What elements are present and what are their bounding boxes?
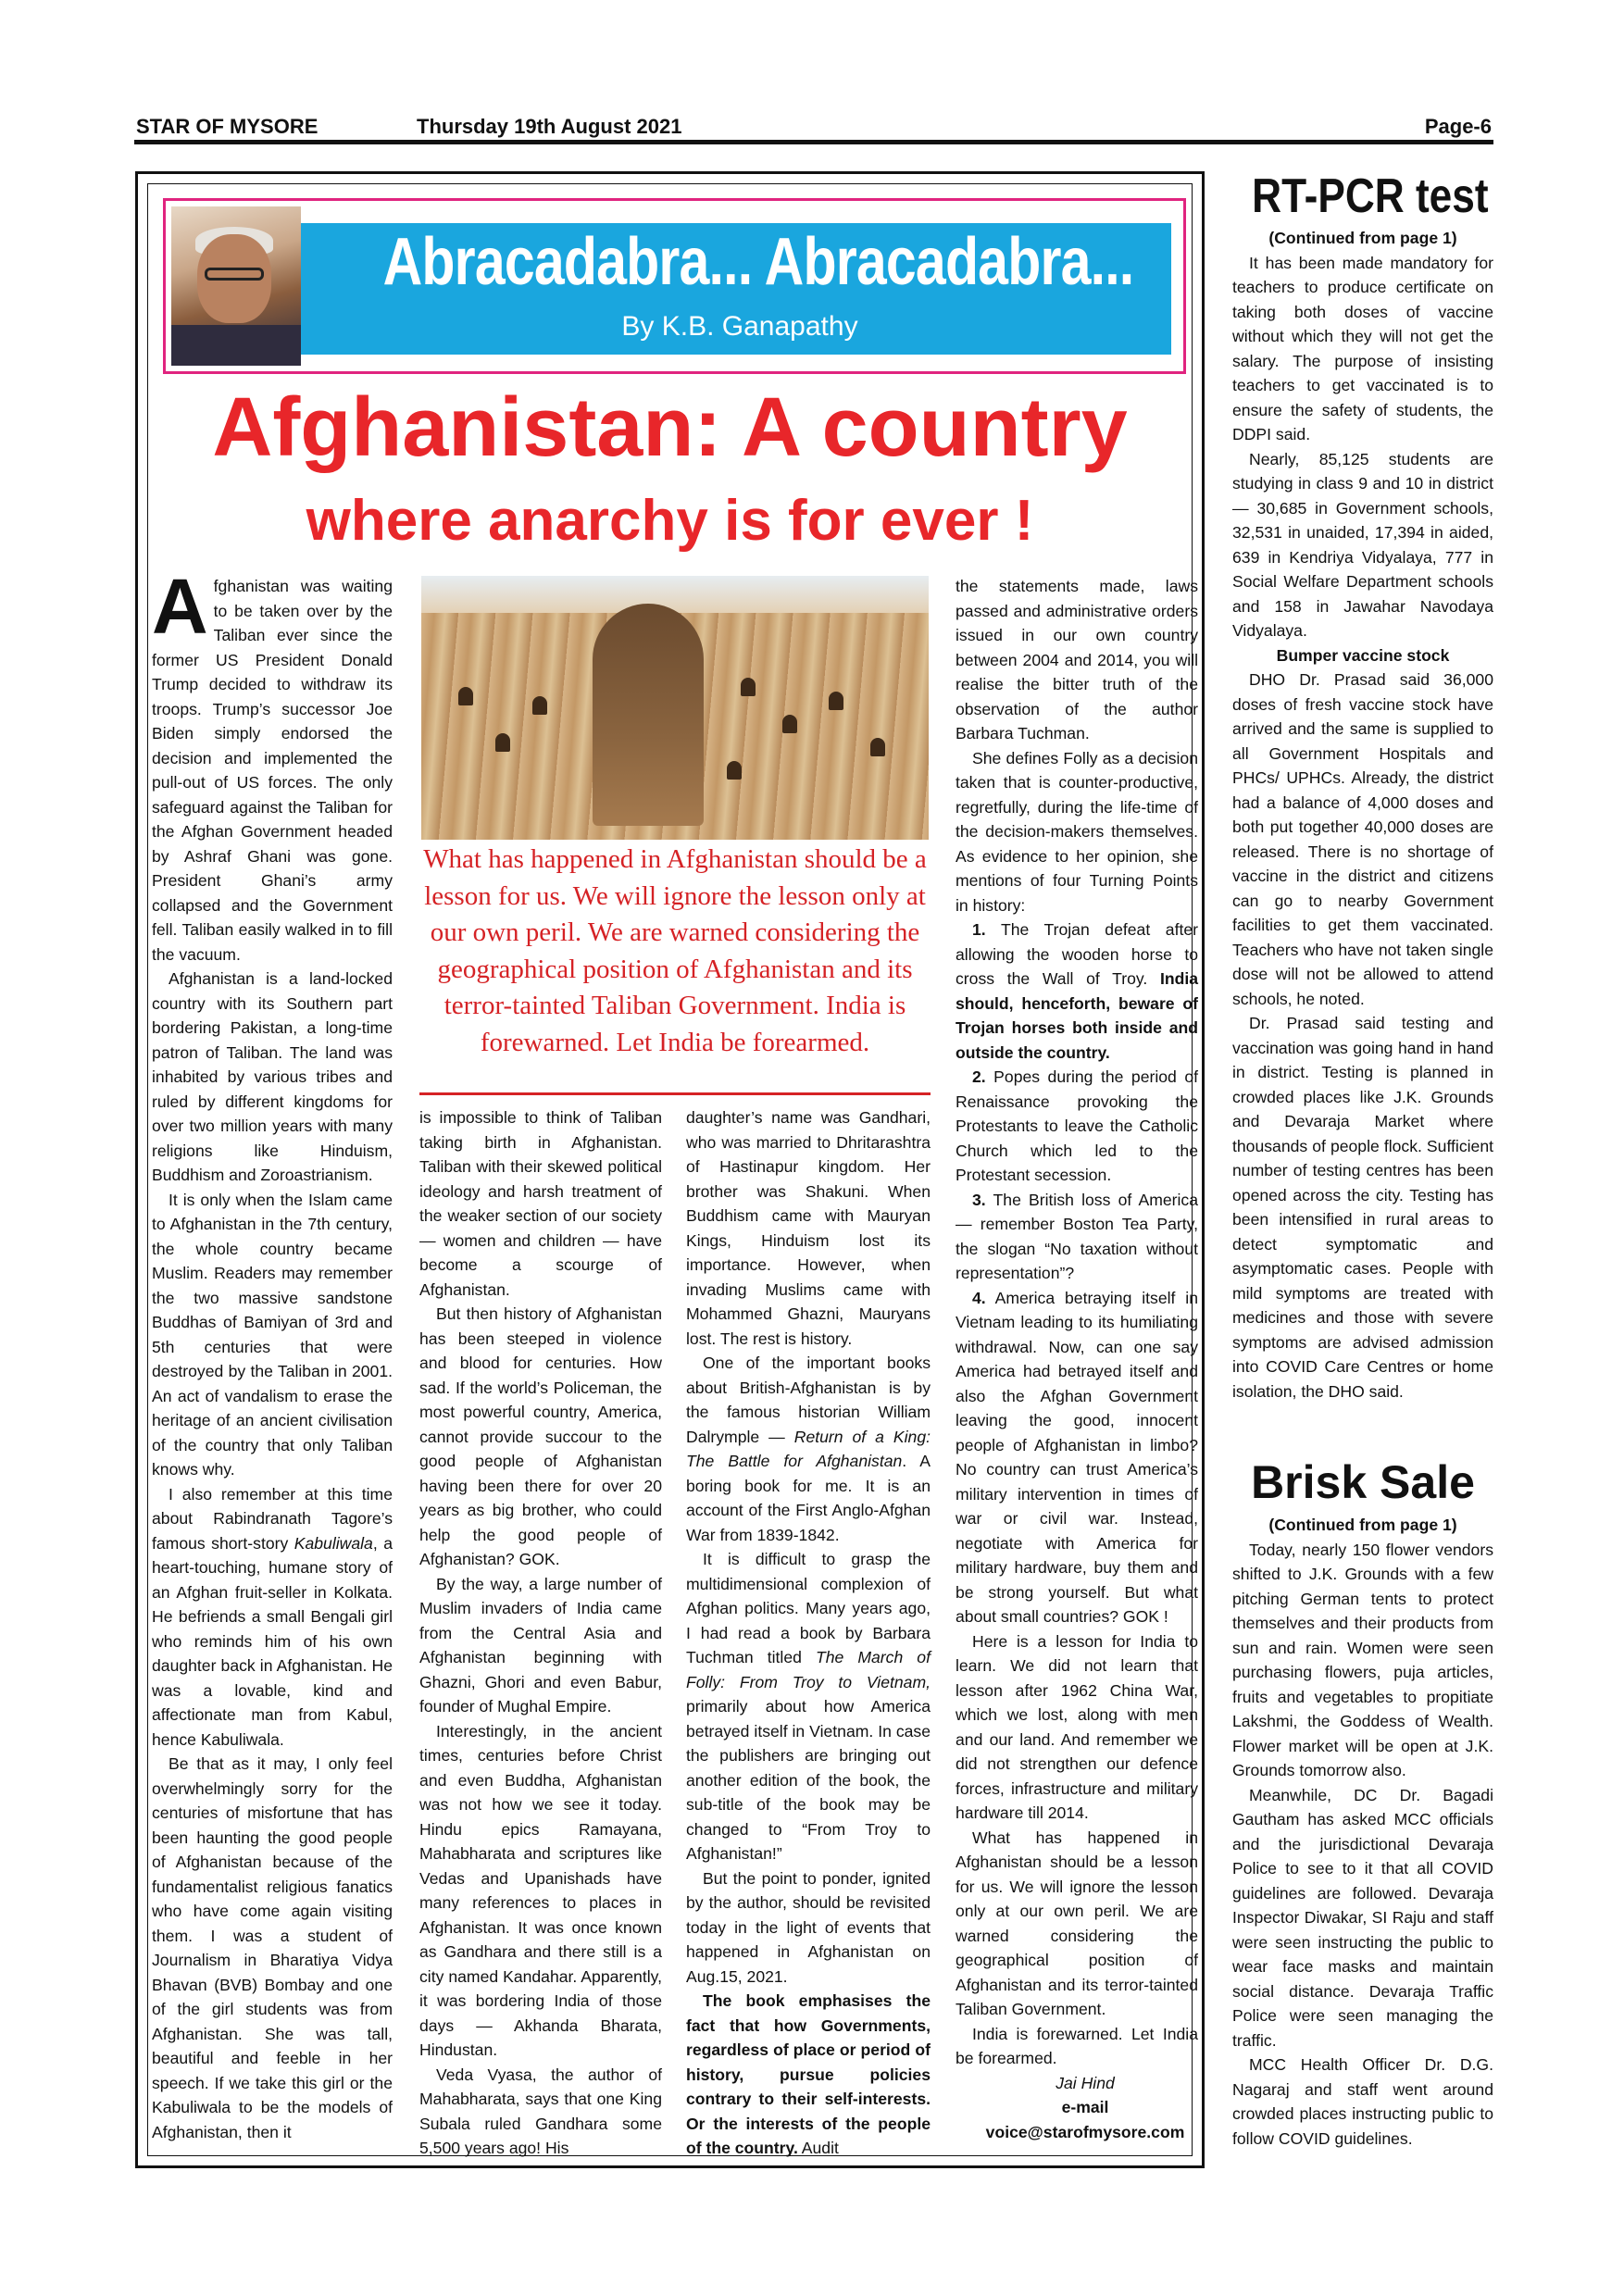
- cave-opening: [727, 761, 742, 780]
- story-paragraph: DHO Dr. Prasad said 36,000 doses of fresh vaccine stock have arrived and the same is supplied to all Government Hospitals and PHCs/ UPHCs. Already, the district had a balance of 4,000 doses and both put together 40,000 doses are released. There is no shortage of vaccine in the district and citizens can go to nearby Government facilities to get them vaccinated. Teachers who have not taken single dose will not be allowed to attend schools, he noted.: [1232, 670, 1493, 1008]
- article-paragraph: Afghanistan is a land-locked country with its Southern part bordering Pakistan, a long-time patron of Taliban. The land was inhabited by various tribes and ruled by different kingdoms for over two million years with many religions like Hinduism, Buddhism and Zoroastrianism.: [152, 969, 393, 1184]
- bamiyan-photo: [421, 576, 929, 840]
- headline-line-1: Afghanistan: A country: [212, 381, 1128, 474]
- subheading: Bumper vaccine stock: [1276, 645, 1450, 665]
- article-paragraph: One of the important books about British-Afghanistan is by the famous historian William Dalrymple — Return of a King: The Battle for Afghanistan. A boring book for me. It is an account of the First Anglo-Afghan War from 1839-1842.: [686, 1354, 931, 1544]
- author-photo: [171, 206, 301, 366]
- article-paragraph: The book emphasises the fact that how Governments, regardless of place or period of history, pursue policies contrary to their self-interests. Or the interests of the people of the country. Audit: [686, 1991, 931, 2157]
- article-paragraph: She defines Folly as a decision taken that is counter-productive, regretfully, during the life-time of the decision-makers themselves. As evidence to her opinion, she mentions of four Turning Points in history:: [956, 748, 1198, 915]
- article-paragraph: Interestingly, in the ancient times, centuries before Christ and even Buddha, Afghanistan was not how we see it today. Hindu epics Ramayana, Mahabharata and scriptures like Vedas and Upanishads have many references to places in Afghanistan. It was once known as Gandhara and there still is a city named Kandahar. Apparently, it was bordering India of those days — Akhanda Bharata, Hindustan.: [419, 1721, 662, 2059]
- cave-opening: [741, 678, 756, 696]
- story-paragraph: It has been made mandatory for teachers to produce certificate on taking both doses of vaccine without which they will not get the salary. The purpose of insisting teachers to get vaccinated is to ensure the safety of students, the DDPI said.: [1232, 253, 1493, 443]
- article-paragraph: Veda Vyasa, the author of Mahabharata, says that one King Subala ruled Gandhara some 5,500 years ago! His: [419, 2065, 662, 2157]
- article-paragraph: I also remember at this time about Rabindranath Tagore’s famous short-story Kabuliwala, a heart-touching, humane story of an Afghan fruit-seller in Kolkata. He befriends a small Bengali girl who reminds him of his own daughter back in Afghanistan. He was a lovable, kind and affectionate man from Kabul, hence Kabuliwala.: [152, 1484, 393, 1749]
- byline: By K.B. Ganapathy: [621, 311, 858, 342]
- article-paragraph: What has happened in Afghanistan should be a lesson for us. We will ignore the lesson only at our own peril. We are warned considering the geographical position of Afghanistan and its terror-tainted Taliban Government.: [956, 1828, 1198, 2018]
- buddha-niche: [593, 604, 704, 826]
- email-label: e-mail: [1061, 2098, 1109, 2116]
- article-paragraph: Afghanistan was waiting to be taken over by the Taliban ever since the former US President Donald Trump decided to withdraw its troops. Trump’s successor Joe Biden simply endorsed the decision and implemented the pull-out of US forces. The only safeguard against the Taliban for the Afghan Government headed by Ashraf Ghani was gone. President Ghani’s army collapsed and the Government fell. Taliban easily walked in to fill the vacuum.: [152, 563, 393, 964]
- cave-opening: [829, 692, 843, 710]
- headline-line-2: where anarchy is for ever !: [306, 489, 1034, 553]
- cave-opening: [495, 733, 510, 752]
- article-paragraph: is impossible to think of Taliban taking birth in Afghanistan. Taliban with their skewed political ideology and harsh treatment of the weaker section of our society — women and children — have become a scourge of Afghanistan.: [419, 1108, 662, 1299]
- story-paragraph: Nearly, 85,125 students are studying in class 9 and 10 in district — 30,685 in Government schools, 32,531 in unaided, 17,394 in aided, 639 in Kendriya Vidyalaya, 777 in Social Welfare Department schools and 158 in Jawahar Navodaya Vidyalaya.: [1232, 449, 1493, 640]
- article-paragraph: 1. The Trojan defeat after allowing the wooden horse to cross the Wall of Troy. India should, henceforth, beware of Trojan horses both inside and outside the country.: [956, 920, 1198, 1062]
- article-paragraph: the statements made, laws passed and administrative orders issued in our own country between 2004 and 2014, you will realise the bitter truth of the observation of the author Barbara Tuchman.: [956, 577, 1198, 742]
- article-paragraph: It is difficult to grasp the multidimensional complexion of Afghan politics. Many years ago, I had read a book by Barbara Tuchman titled The March of Folly: From Troy to Vietnam, primarily about how America betrayed itself in Vietnam. In case the publishers are bringing out another edition of the book, the sub-title of the book may be changed to “From Troy to Afghanistan!”: [686, 1550, 931, 1863]
- article-paragraph: But then history of Afghanistan has been steeped in violence and blood for centuries. How sad. If the world’s Policeman, the most powerful country, America, cannot provide succour to the good people of Afghanistan having been there for over 20 years as big brother, who could help the good people of Afghanistan? GOK.: [419, 1304, 662, 1568]
- page-header: [134, 115, 1493, 144]
- rt-pcr-story: [1232, 226, 1493, 1404]
- sign-off: Jai Hind: [1056, 2073, 1115, 2092]
- article-paragraph: Be that as it may, I only feel overwhelmingly sorry for the centuries of misfortune that has been haunting the good people of Afghanistan because of the fundamentalist religious fanatics who have come again visiting them. I was a student of Journalism in Bharatiya Vidya Bhavan (BVB) Bombay and one of the girl students was from Afghanistan. She was tall, beautiful and feeble in her speech. If we take this girl or the Kabuliwala to be the models of Afghanistan, then it: [152, 1754, 393, 2141]
- glasses-icon: [205, 268, 264, 281]
- drop-cap: A: [152, 563, 208, 650]
- article-column-2: [419, 1105, 662, 2161]
- article-paragraph: daughter’s name was Gandhari, who was married to Dhritarashtra of Hastinapur kingdom. Her brother was Shakuni. When Buddhism came with Mauryan Kings, Hinduism lost its importance. However, when invading Muslims came with Mohammed Ghazni, Mauryans lost. The rest is history.: [686, 1108, 931, 1348]
- article-paragraph: 2. Popes during the period of Renaissance provoking the Protestants to leave the Catholic Church which led to the Protestant secession.: [956, 1067, 1198, 1184]
- article-column-4: [956, 574, 1198, 2144]
- article-column-1: [152, 563, 393, 2144]
- rt-pcr-headline: RT-PCR test: [1252, 169, 1489, 223]
- page-number: Page-6: [1424, 115, 1492, 138]
- story-paragraph: Dr. Prasad said testing and vaccination was going hand in hand in district. Testing is planned in crowded places like J.K. Grounds and Devaraja Market where thousands of people flock. Sufficient number of testing centres has been opened across the city. Testing has been intensified in rural areas to detect symptomatic and asymptomatic cases. People with mild symptoms are treated with medicines and those with severe symptoms are advised admission into COVID Care Centres or home isolation, the DHO said.: [1232, 1014, 1493, 1401]
- story-paragraph: MCC Health Officer Dr. D.G. Nagaraj and staff went around crowded places instructing public to follow COVID guidelines.: [1232, 2055, 1493, 2148]
- article-paragraph: 4. America betraying itself in Vietnam leading to its humiliating withdrawal. Now, can one say America had betrayed itself and also the Afghan Government leaving the good, innocent people of Afghanistan in limbo? No country can trust America’s military intervention in times of war or civil war. Instead, negotiate with America for military hardware, buy them and be strong yourself. But what about small countries? GOK !: [956, 1288, 1198, 1626]
- cave-opening: [782, 715, 797, 733]
- continued-note: (Continued from page 1): [1268, 1516, 1457, 1534]
- article-column-3: [686, 1105, 931, 2161]
- continued-note: (Continued from page 1): [1268, 229, 1457, 247]
- article-paragraph: India is forewarned. Let India be forearmed.: [956, 2024, 1198, 2067]
- column-banner: [163, 198, 1186, 374]
- newspaper-name: STAR OF MYSORE: [136, 115, 319, 138]
- article-paragraph: Here is a lesson for India to learn. We did not learn that lesson after 1962 China War, which we lost, along with men and our land. And remember we did not strengthen our defence forces, infrastructure and military hardware till 2014.: [956, 1631, 1198, 1822]
- cave-opening: [870, 738, 885, 756]
- author-shirt: [171, 325, 301, 366]
- column-title: Abracadabra... Abracadabra...: [382, 225, 1134, 299]
- cave-opening: [532, 696, 547, 715]
- article-paragraph: 3. The British loss of America — remember Boston Tea Party, the slogan “No taxation without representation”?: [956, 1190, 1198, 1282]
- issue-date: Thursday 19th August 2021: [417, 115, 682, 138]
- article-paragraph: By the way, a large number of Muslim invaders of India came from the Central Asia and Afghanistan beginning with Ghazni, Ghori and even Babur, founder of Mughal Empire.: [419, 1574, 662, 1716]
- article-paragraph: It is only when the Islam came to Afghanistan in the 7th century, the whole country became Muslim. Readers may remember the two massive sandstone Buddhas of Bamiyan of 3rd and 5th centuries that were destroyed by the Taliban in 2001. An act of vandalism to erase the heritage of an ancient civilisation of the country that only Taliban knows why.: [152, 1190, 393, 1479]
- article-paragraph: But the point to ponder, ignited by the author, should be revisited today in the light of events that happened in Afghanistan on Aug.15, 2021.: [686, 1868, 931, 1986]
- author-email: voice@starofmysore.com: [985, 2122, 1185, 2141]
- cave-opening: [458, 687, 473, 705]
- story-paragraph: Today, nearly 150 flower vendors shifted to J.K. Grounds with a few pitching German tents to protect themselves and their products from sun and rain. Women were seen purchasing flowers, puja articles, fruits and vegetables to propitiate Lakshmi, the Goddess of Wealth. Flower market will be open at J.K. Grounds tomorrow also.: [1232, 1540, 1493, 1779]
- pull-quote: What has happened in Afghanistan should be a lesson for us. We will ignore the lesson only at our own peril. We are warned considering the geographical position of Afghanistan and its terror-tainted Taliban Government. India is forewarned. Let India be forearmed.: [419, 839, 931, 1095]
- brisk-sale-story: [1232, 1513, 1493, 2151]
- story-paragraph: Meanwhile, DC Dr. Bagadi Gautham has asked MCC officials and the jurisdictional Devaraja Police to see to it that all COVID guidelines are followed. Devaraja Inspector Diwakar, SI Raju and staff were seen instructing the public to wear face masks and maintain social distance. Devaraja Traffic Police were seen managing the traffic.: [1232, 1785, 1493, 2050]
- brisk-sale-headline: Brisk Sale: [1251, 1456, 1475, 1508]
